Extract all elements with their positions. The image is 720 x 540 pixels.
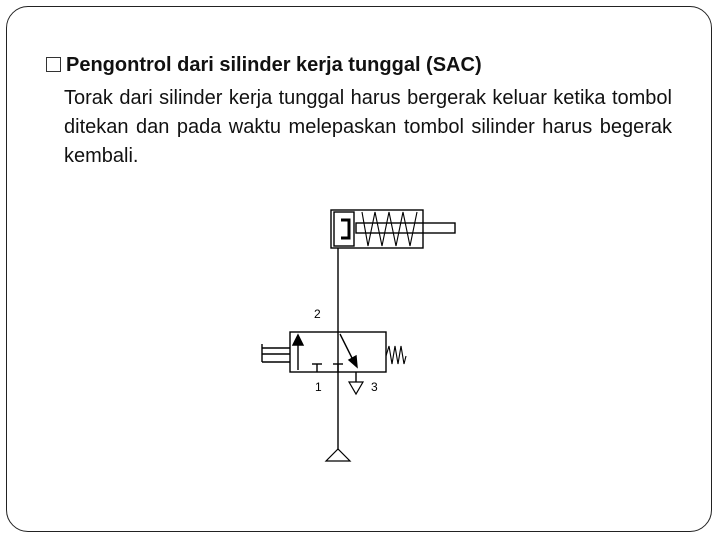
valve-return-spring [386, 346, 406, 364]
exhaust-triangle-icon [349, 382, 363, 394]
push-button-actuator [262, 344, 290, 362]
port-label-3: 3 [371, 380, 378, 394]
description-paragraph: Torak dari silinder kerja tunggal harus bergerak keluar ketika tombol ditekan dan pada waktu melepaskan tombol silinder harus begerak kembali. [64, 87, 672, 167]
single-acting-cylinder [331, 210, 455, 248]
port-label-1: 1 [315, 380, 322, 394]
port-label-2: 2 [314, 307, 321, 321]
return-spring [362, 212, 417, 246]
heading-text: Pengontrol dari silinder kerja tunggal (SAC) [66, 54, 482, 76]
directional-valve-3-2 [290, 332, 386, 372]
pressure-source-icon [326, 449, 350, 461]
